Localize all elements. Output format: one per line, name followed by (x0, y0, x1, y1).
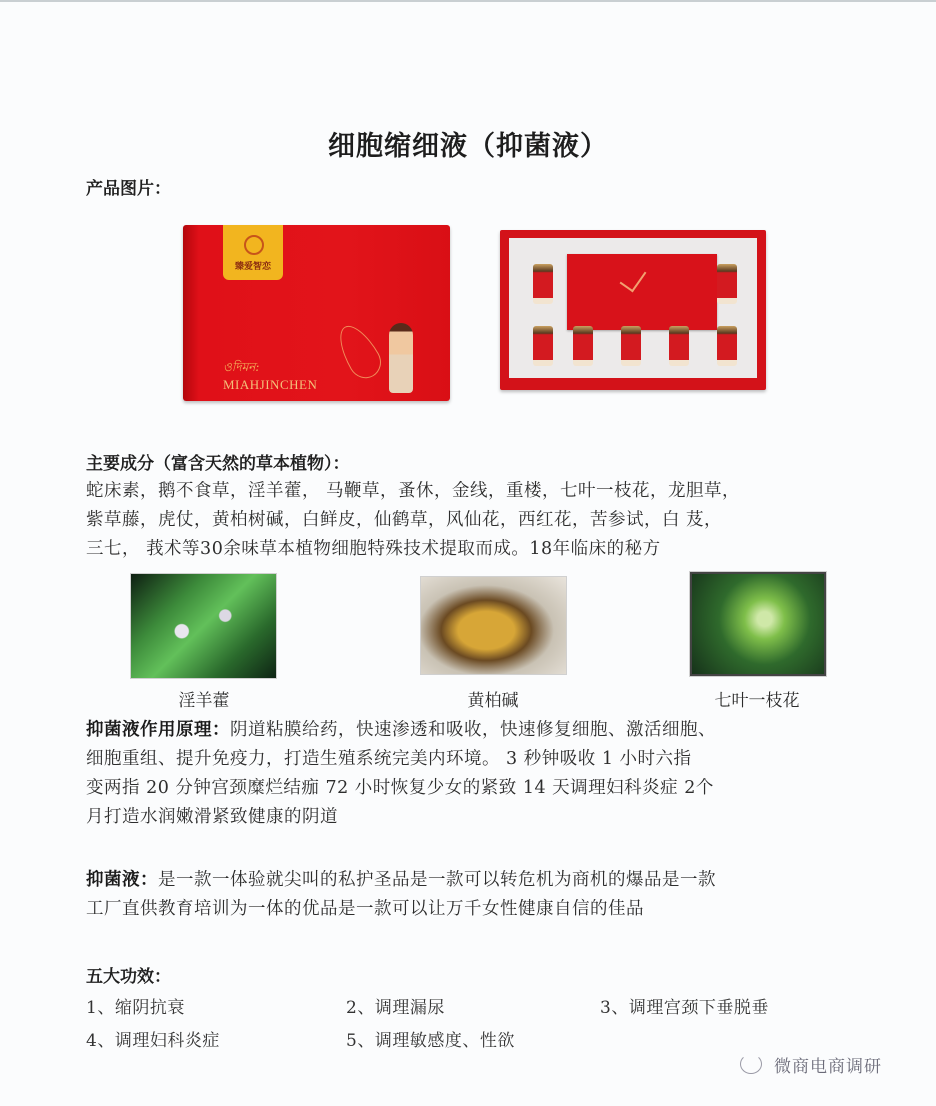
herb-caption: 黄柏碱 (467, 691, 519, 711)
watermark-text: 微商电商调研 (774, 1057, 882, 1077)
figure-graphic (389, 323, 413, 393)
efficacy-item: 4、调理妇科炎症 (86, 1031, 220, 1051)
herb-image-epimedium (131, 574, 276, 678)
vial (669, 326, 689, 366)
page-title: 细胞缩细液（抑菌液） (328, 131, 608, 162)
brand-logo-icon (244, 235, 264, 255)
brand-script: ওদিমন: (223, 360, 260, 374)
efficacy-item: 2、调理漏尿 (346, 998, 445, 1018)
principle-label: 抑菌液作用原理： (86, 720, 230, 740)
ingredients-heading: 主要成分（富含天然的草本植物）： (86, 454, 350, 474)
leaf-logo-icon (620, 264, 647, 293)
ingredients-line: 蛇床素，鹅不食草，淫羊藿， 马鞭草，蚤休，金线，重楼，七叶一枝花，龙胆草， (86, 481, 741, 501)
vial (717, 326, 737, 366)
ingredients-text (86, 477, 896, 564)
description-text (86, 866, 896, 924)
ingredients-line: 紫草藤，虎仗，黄柏树碱，白鲜皮，仙鹤草，风仙花，西红花，苦参试，白 芨， (86, 510, 723, 530)
brand-badge (223, 225, 283, 280)
flower-graphic-icon (331, 319, 387, 384)
tray (509, 238, 757, 378)
efficacy-item: 3、调理宫颈下垂脱垂 (600, 998, 769, 1018)
efficacy-heading: 五大功效： (86, 967, 171, 987)
vial (533, 264, 553, 304)
herb-image-paris (690, 572, 826, 676)
herb-caption: 淫羊藿 (178, 691, 230, 711)
principle-line: 月打造水润嫩滑紧致健康的阴道 (86, 807, 338, 827)
wechat-icon (740, 1054, 762, 1074)
top-border (0, 0, 936, 2)
product-box-image (183, 225, 450, 401)
principle-line: 变两指 20 分钟宫颈糜烂结痂 72 小时恢复少女的紧致 14 天调理妇科炎症 2个 (86, 778, 714, 798)
principle-line: 细胞重组、提升免疫力，打造生殖系统完美内环境。 3 秒钟吸收 1 小时六指 (86, 749, 692, 769)
efficacy-item: 1、缩阴抗衰 (86, 998, 185, 1018)
brand-latin: MIAHJINCHEN (223, 377, 318, 392)
efficacy-item: 5、调理敏感度、性欲 (346, 1031, 515, 1051)
product-images-heading: 产品图片： (86, 179, 171, 199)
principle-text (86, 716, 896, 832)
herb-caption: 七叶一枝花 (714, 691, 800, 711)
description-label: 抑菌液： (86, 870, 158, 890)
description-line: 工厂直供教育培训为一体的优品是一款可以让万千女性健康自信的佳品 (86, 899, 644, 919)
principle-line: 阴道粘膜给药，快速渗透和吸收，快速修复细胞、激活细胞、 (230, 720, 716, 740)
herb-image-phellodendron (421, 577, 566, 674)
vial (573, 326, 593, 366)
brand-badge-text: 臻爱智恋 (234, 262, 271, 272)
description-line: 是一款一体验就尖叫的私护圣品是一款可以转危机为商机的爆品是一款 (158, 870, 716, 890)
product-set-image (500, 230, 766, 390)
inner-card (567, 254, 717, 330)
ingredients-line: 三七， 莪术等30余味草本植物细胞特殊技术提取而成。18年临床的秘方 (86, 539, 661, 559)
vial (533, 326, 553, 366)
vial (717, 264, 737, 304)
vial (621, 326, 641, 366)
